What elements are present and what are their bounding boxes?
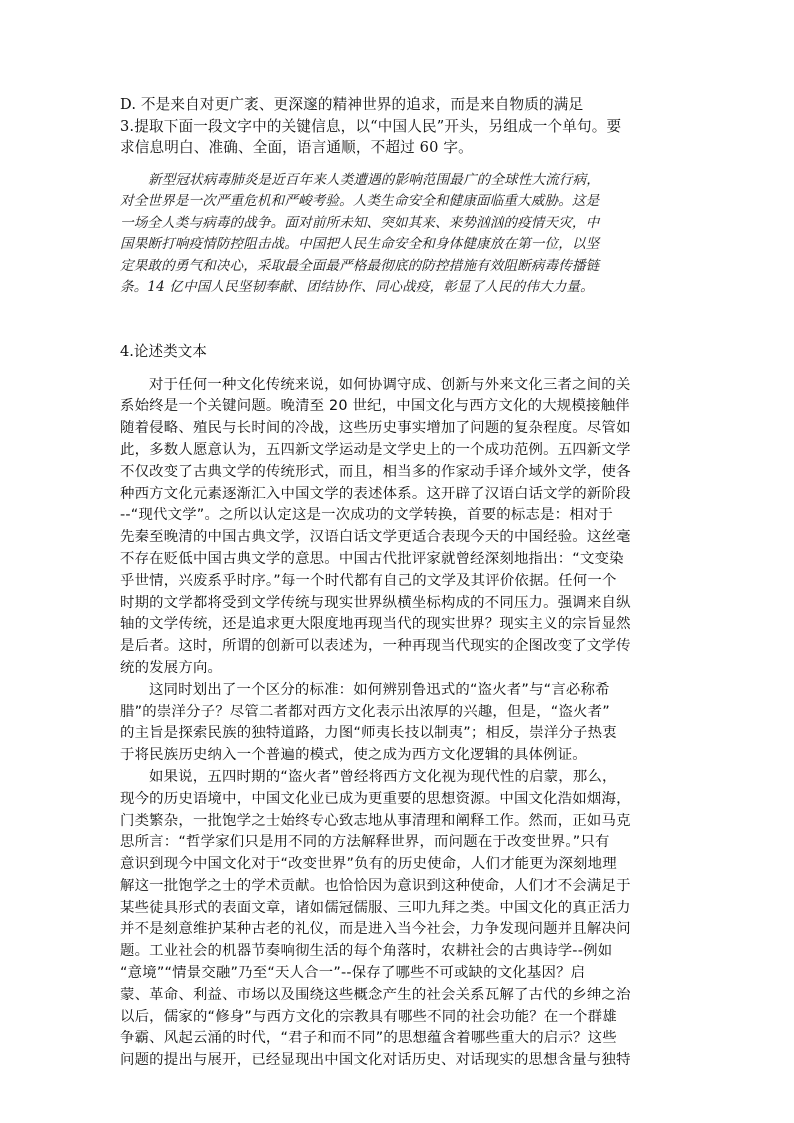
passage-line: 对全世界是一次严重危机和严峻考验。人类生命安全和健康面临重大威胁。这是: [120, 193, 600, 210]
excerpt-passage: [120, 170, 678, 300]
article-line: 问题的提出与展开，已经显现出中国文化对话历史、对话现实的思想含量与独特: [120, 1052, 631, 1069]
argumentative-article: [120, 375, 678, 1073]
passage-line: 定果敢的勇气和决心，采取最全面最严格最彻底的防控措施有效阻断病毒传播链: [120, 257, 600, 274]
article-line: 此，多数人愿意认为，五四新文学运动是文学史上的一个成功范例。五四新文学: [120, 441, 631, 458]
article-line: 腊”的崇洋分子？尽管二者都对西方文化表示出浓厚的兴趣，但是，“盗火者”: [120, 703, 610, 720]
article-line: “意境”“情景交融”乃至“天人合一”--保存了哪些不可或缺的文化基因？启: [120, 965, 586, 982]
article-line: 种西方文化元素逐渐汇入中国文学的表述体系。这开辟了汉语白话文学的新阶段: [120, 485, 631, 502]
article-line: 门类繁杂，一批饱学之士始终专心致志地从事清理和阐释工作。然而，正如马克: [120, 812, 631, 829]
article-line: 乎世情，兴废系乎时序。”每一个时代都有自己的文学及其评价依据。任何一个: [120, 572, 617, 589]
article-line: 现今的历史语境中，中国文化业已成为更重要的思想资源。中国文化浩如烟海，: [120, 790, 631, 807]
article-line: 的主旨是探索民族的独特道路，力图“师夷长技以制夷”；相反，崇洋分子热衷: [120, 725, 617, 742]
article-line: 如果说，五四时期的“盗火者”曾经将西方文化视为现代性的启蒙，那么，: [149, 768, 617, 785]
article-line: 解这一批饱学之士的学术贡献。也恰恰因为意识到这种使命，人们才不会满足于: [120, 877, 631, 894]
article-line: 争霸、风起云涌的时代，“君子和而不同”的思想蕴含着哪些重大的启示？这些: [120, 1030, 617, 1047]
passage-line: 新型冠状病毒肺炎是近百年来人类遭遇的影响范围最广的全球性大流行病，: [148, 171, 600, 188]
article-line: 系始终是一个关键问题。晚清至 20 世纪，中国文化与西方文化的大规模接触伴: [120, 398, 630, 415]
article-line: 以后，儒家的“修身”与西方文化的宗教具有哪些不同的社会功能？在一个群雄: [120, 1008, 617, 1025]
article-line: 对于任何一种文化传统来说，如何协调守成、创新与外来文化三者之间的关: [149, 376, 631, 393]
article-line: 并不是刻意维护某种古老的礼仪，而是进入当今社会，力争发现问题并且解决问: [120, 921, 631, 938]
article-line: --“现代文学”。之所以认定这是一次成功的文学转换，首要的标志是：相对于: [120, 507, 613, 524]
section-4-title: 4.论述类文本: [120, 343, 207, 361]
article-line: 蒙、革命、利益、市场以及围绕这些概念产生的社会关系瓦解了古代的乡绅之治: [120, 986, 631, 1003]
option-d: D. 不是来自对更广袤、更深邃的精神世界的追求，而是来自物质的满足: [120, 96, 584, 113]
article-line: 题。工业社会的机器节奏响彻生活的每个角落时，农耕社会的古典诗学--例如: [120, 943, 613, 960]
article-line: 时期的文学都将受到文学传统与现实世界纵横坐标构成的不同压力。强调来自纵: [120, 594, 631, 611]
question-3-line: 求信息明白、准确、全面，语言通顺，不超过 60 字。: [120, 139, 473, 156]
article-line: 不仅改变了古典文学的传统形式，而且，相当多的作家动手译介域外文学，使各: [120, 463, 631, 480]
article-line: 思所言：“哲学家们只是用不同的方法解释世界，而问题在于改变世界。”只有: [120, 834, 610, 851]
passage-line: 国果断打响疫情防控阻击战。中国把人民生命安全和身体健康放在第一位，以坚: [120, 236, 600, 253]
article-line: 某些徒具形式的表面文章，诸如儒冠儒服、三叩九拜之类。中国文化的真正活力: [120, 899, 631, 916]
question-3: [120, 116, 678, 159]
question-3-line: 3.提取下面一段文字中的关键信息，以“中国人民”开头，另组成一个单句。要: [120, 117, 622, 135]
article-line: 于将民族历史纳入一个普遍的模式，使之成为西方文化逻辑的具体例证。: [120, 747, 587, 764]
article-line: 不存在贬低中国古典文学的意思。中国古代批评家就曾经深刻地指出：“文变染: [120, 550, 624, 567]
article-line: 随着侵略、殖民与长时间的冷战，这些历史事实增加了问题的复杂程度。尽管如: [120, 420, 631, 437]
passage-line: 条。14 亿中国人民坚韧奉献、团结协作、同心战疫，彰显了人民的伟大力量。: [120, 279, 594, 296]
article-line: 这同时划出了一个区分的标准：如何辨别鲁迅式的“盗火者”与“言必称希: [149, 681, 610, 698]
passage-line: 一场全人类与病毒的战争。面对前所未知、突如其来、来势汹汹的疫情天灾，中: [120, 214, 600, 231]
article-line: 轴的文学传统，还是追求更大限度地再现当代的现实世界？现实主义的宗旨显然: [120, 616, 631, 633]
article-line: 意识到现今中国文化对于“改变世界”负有的历史使命，人们才能更为深刻地理: [120, 856, 617, 873]
article-line: 先秦至晚清的中国古典文学，汉语白话文学更适合表现今天的中国经验。这丝毫: [120, 529, 631, 546]
article-line: 统的发展方向。: [120, 659, 223, 676]
article-line: 是后者。这时，所谓的创新可以表述为，一种再现当代现实的企图改变了文学传: [120, 638, 631, 655]
document-page: [120, 94, 678, 1072]
